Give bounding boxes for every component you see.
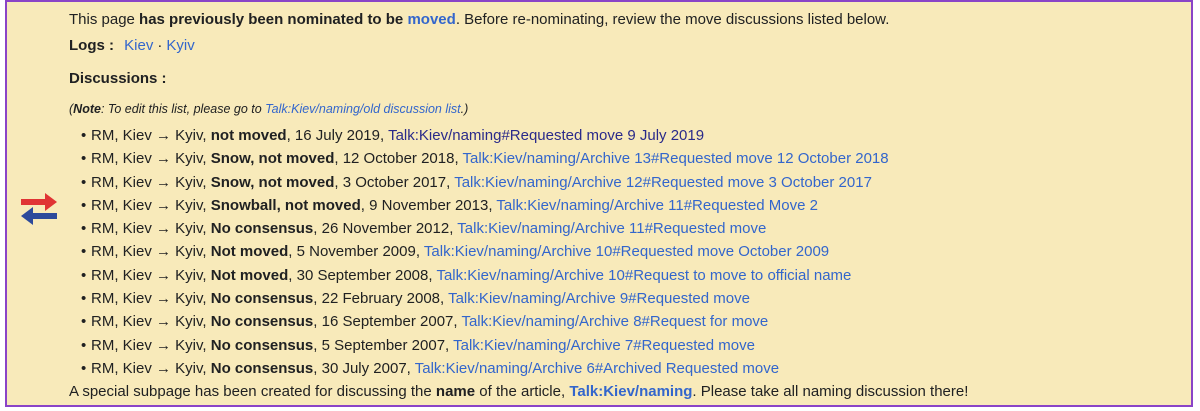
item-outcome: No consensus: [210, 313, 314, 331]
item-date: , 9 November 2013,: [360, 196, 497, 214]
list-item: [81, 264, 1181, 287]
list-item: [81, 171, 1181, 194]
item-outcome: not moved: [210, 127, 287, 144]
bullet: •: [81, 313, 87, 331]
intro-line: [69, 8, 1181, 32]
item-prefix: RM, Kiev → Kyiv,: [91, 220, 211, 238]
list-item: [81, 310, 1181, 333]
item-date: , 26 November 2012,: [313, 220, 458, 238]
discussions-label: Discussions :: [69, 70, 167, 87]
note-text: : To edit this list, please go to: [100, 102, 266, 116]
item-date: , 3 October 2017,: [334, 173, 455, 191]
list-item: [81, 147, 1181, 170]
discussion-list: [69, 124, 1181, 380]
item-prefix: RM, Kiev → Kyiv,: [91, 243, 211, 261]
moved-link[interactable]: moved: [407, 11, 456, 28]
discussion-link[interactable]: Talk:Kiev/naming/Archive 9#Requested move: [448, 290, 750, 308]
footer-middle: of the article,: [475, 383, 570, 401]
bullet: •: [81, 359, 87, 377]
log-link-kyiv[interactable]: Kyiv: [166, 37, 195, 54]
discussion-link[interactable]: Talk:Kiev/naming/Archive 11#Requested Move 2: [496, 196, 818, 214]
footer-prefix: A special subpage has been created for discussing the: [69, 383, 436, 401]
bullet: •: [81, 266, 87, 284]
item-outcome: No consensus: [210, 220, 314, 238]
list-item: [81, 357, 1181, 380]
footer-line: [69, 380, 1181, 404]
intro-suffix: . Before re-nominating, review the move discussions listed below.: [455, 11, 890, 28]
discussion-link[interactable]: Talk:Kiev/naming#Requested move 9 July 2019: [388, 127, 705, 144]
bullet: •: [81, 243, 87, 261]
bullet: •: [81, 173, 87, 191]
item-date: , 5 September 2007,: [313, 336, 454, 354]
move-arrows-icon: [19, 188, 59, 228]
list-item: [81, 217, 1181, 240]
discussion-link[interactable]: Talk:Kiev/naming/Archive 13#Requested move 12 October 2018: [462, 150, 889, 168]
old-discussion-list-link[interactable]: Talk:Kiev/naming/old discussion list: [265, 102, 461, 116]
item-prefix: RM, Kiev → Kyiv,: [91, 290, 211, 308]
discussion-link[interactable]: Talk:Kiev/naming/Archive 8#Request for move: [461, 313, 769, 331]
list-item: [81, 287, 1181, 310]
note-word: Note: [73, 102, 101, 116]
item-prefix: RM, Kiev → Kyiv,: [91, 336, 211, 354]
discussion-link[interactable]: Talk:Kiev/naming/Archive 12#Requested move 3 October 2017: [454, 173, 872, 191]
item-prefix: RM, Kiev → Kyiv,: [91, 196, 211, 214]
item-date: , 12 October 2018,: [334, 150, 463, 168]
list-item: [81, 334, 1181, 357]
footer-bold: name: [435, 383, 476, 401]
item-outcome: No consensus: [210, 290, 314, 308]
note-line: [69, 96, 1181, 122]
logs-label: Logs :: [69, 37, 114, 54]
logs-separator: ·: [157, 37, 163, 54]
item-date: , 16 July 2019,: [286, 127, 389, 144]
item-outcome: No consensus: [210, 336, 314, 354]
item-outcome: No consensus: [210, 359, 314, 377]
bullet: •: [81, 336, 87, 354]
intro-bold: has previously been nominated to be: [139, 11, 404, 28]
item-prefix: RM, Kiev → Kyiv,: [91, 127, 211, 144]
bullet: •: [81, 290, 87, 308]
item-date: , 22 February 2008,: [313, 290, 449, 308]
item-outcome: Snow, not moved: [210, 150, 335, 168]
footer-suffix: . Please take all naming discussion there!: [692, 383, 969, 401]
naming-subpage-link[interactable]: Talk:Kiev/naming: [569, 383, 693, 401]
item-date: , 5 November 2009,: [288, 243, 424, 261]
item-prefix: RM, Kiev → Kyiv,: [91, 150, 211, 168]
notice-content: [69, 8, 1181, 404]
item-date: , 16 September 2007,: [313, 313, 462, 331]
list-item: [81, 194, 1181, 217]
list-item: [81, 240, 1181, 263]
log-link-kiev[interactable]: Kiev: [124, 37, 154, 54]
list-item: [81, 124, 1181, 147]
discussion-link[interactable]: Talk:Kiev/naming/Archive 10#Request to move to official name: [436, 266, 852, 284]
item-outcome: Snowball, not moved: [210, 196, 361, 214]
discussion-link[interactable]: Talk:Kiev/naming/Archive 11#Requested move: [457, 220, 767, 238]
item-date: , 30 September 2008,: [288, 266, 437, 284]
note-open: (: [69, 102, 74, 116]
item-prefix: RM, Kiev → Kyiv,: [91, 359, 211, 377]
discussion-link[interactable]: Talk:Kiev/naming/Archive 6#Archived Requested move: [414, 359, 780, 377]
bullet: •: [81, 196, 87, 214]
item-prefix: RM, Kiev → Kyiv,: [91, 266, 211, 284]
item-outcome: Snow, not moved: [210, 173, 335, 191]
item-prefix: RM, Kiev → Kyiv,: [91, 313, 211, 331]
item-outcome: Not moved: [210, 266, 289, 284]
item-outcome: Not moved: [210, 243, 289, 261]
bullet: •: [81, 220, 87, 238]
intro-prefix: This page: [69, 11, 140, 28]
item-prefix: RM, Kiev → Kyiv,: [91, 173, 211, 191]
note-close: .): [460, 102, 469, 116]
discussion-link[interactable]: Talk:Kiev/naming/Archive 10#Requested move October 2009: [423, 243, 830, 261]
discussion-link[interactable]: Talk:Kiev/naming/Archive 7#Requested move: [453, 336, 755, 354]
bullet: •: [81, 127, 87, 144]
move-notice-box: [5, 0, 1193, 407]
item-date: , 30 July 2007,: [313, 359, 415, 377]
logs-row: [69, 32, 1181, 60]
bullet: •: [81, 150, 87, 168]
